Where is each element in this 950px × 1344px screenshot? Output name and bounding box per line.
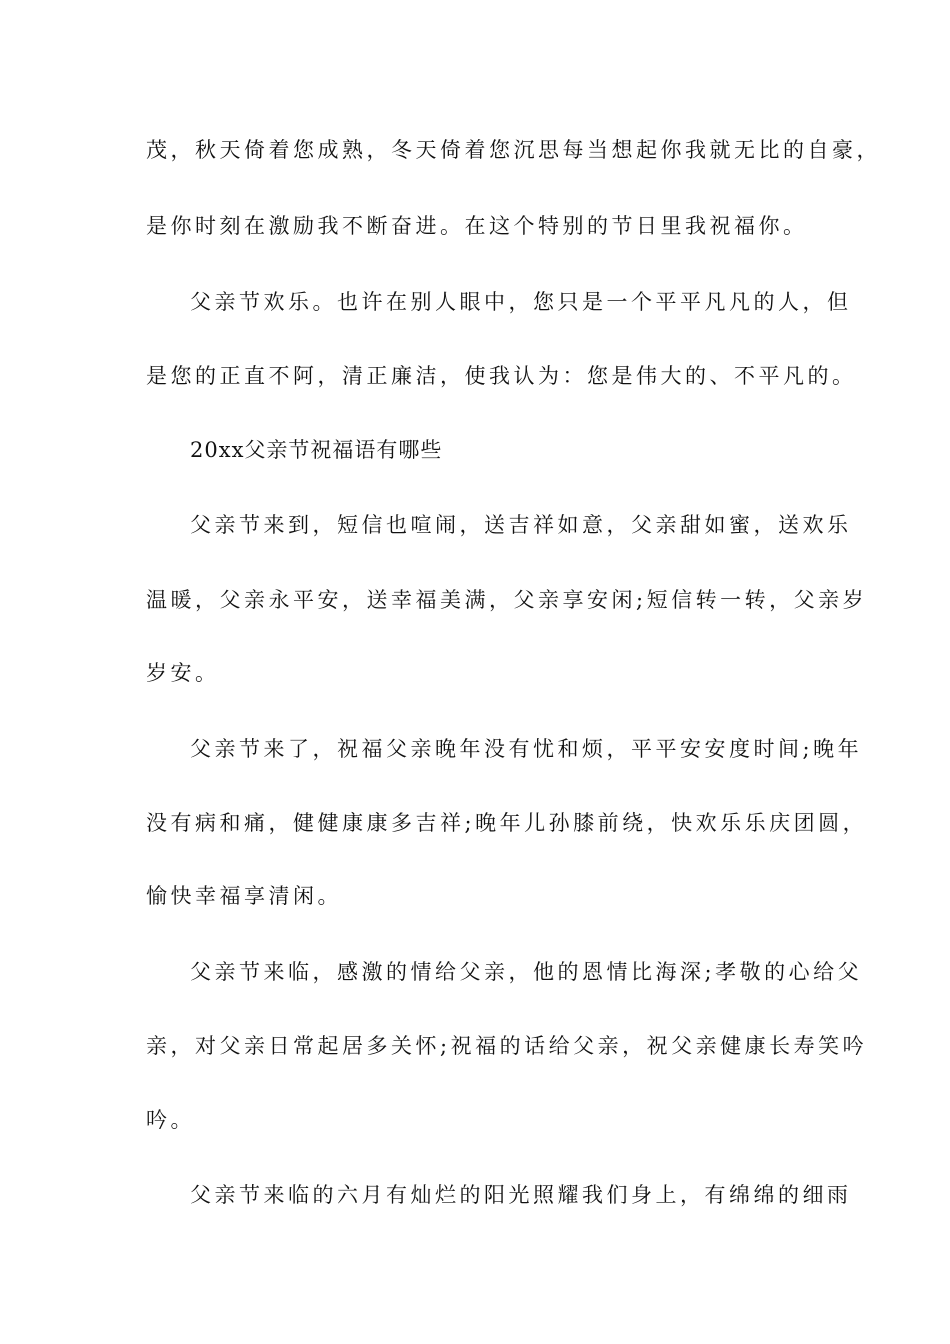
paragraph-first-line: 父亲节来了，祝福父亲晚年没有忧和烦，平平安安度时间;晚年: [190, 737, 863, 761]
text-line: 吟。: [146, 1108, 195, 1132]
text-line: 是您的正直不阿，清正廉洁，使我认为：您是伟大的、不平凡的。: [146, 364, 857, 388]
paragraph-first-line: 父亲节来临，感激的情给父亲，他的恩情比海深;孝敬的心给父: [190, 960, 863, 984]
text-line: 茂，秋天倚着您成熟，冬天倚着您沉思每当想起你我就无比的自豪，: [146, 138, 881, 162]
text-line: 温暖，父亲永平安，送幸福美满，父亲享安闲;短信转一转，父亲岁: [146, 588, 868, 612]
text-line: 是你时刻在激励我不断奋进。在这个特别的节日里我祝福你。: [146, 214, 808, 238]
section-heading: 20xx父亲节祝福语有哪些: [190, 438, 443, 462]
text-line: 愉快幸福享清闲。: [146, 884, 342, 908]
paragraph-first-line: 父亲节来到，短信也喧闹，送吉祥如意，父亲甜如蜜，送欢乐: [190, 513, 852, 537]
text-line: 没有病和痛，健健康康多吉祥;晚年儿孙膝前绕，快欢乐乐庆团圆，: [146, 811, 868, 835]
paragraph-first-line: 父亲节欢乐。也许在别人眼中，您只是一个平平凡凡的人，但: [190, 290, 852, 314]
text-line: 岁安。: [146, 661, 220, 685]
paragraph-first-line: 父亲节来临的六月有灿烂的阳光照耀我们身上，有绵绵的细雨: [190, 1183, 852, 1207]
text-line: 亲，对父亲日常起居多关怀;祝福的话给父亲，祝父亲健康长寿笑吟: [146, 1034, 868, 1058]
